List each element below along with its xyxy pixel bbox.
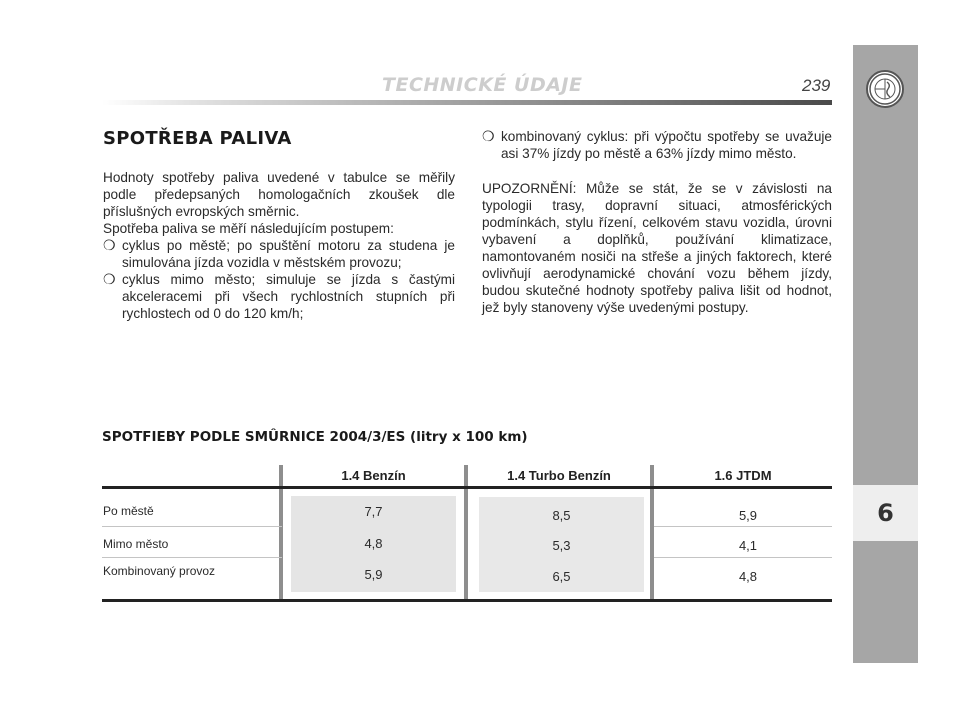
list-item — [103, 237, 455, 271]
table-cell: 5,3 — [552, 538, 571, 553]
column-header-1-4-benzin: 1.4 Benzín — [341, 468, 406, 483]
method-paragraph: Spotřeba paliva se měří následujícím postupem: — [103, 221, 394, 236]
column-header-1-4-turbo-benzin: 1.4 Turbo Benzín — [507, 468, 611, 483]
table-cell: 5,9 — [738, 508, 758, 523]
table-cell: 7,7 — [364, 504, 383, 519]
right-column — [482, 128, 832, 316]
list-item-text: kombinovaný cyklus: při výpočtu spotřeby se uvažuje asi 37% jízdy po městě a 63% jízdy mimo město. — [501, 129, 832, 161]
row-label-extra-urban: Mimo město — [103, 537, 169, 551]
row-separator — [102, 526, 282, 527]
circle-bullet-icon: ❍ — [103, 237, 116, 253]
header-rule — [102, 100, 832, 105]
list-item-text: cyklus mimo město; simuluje se jízda s častými akceleracemi při všech rychlostních stupních při rychlostech od 0 do 120 km/h; — [122, 272, 455, 321]
circle-bullet-icon: ❍ — [103, 271, 116, 287]
cycle-list — [103, 237, 455, 322]
row-separator — [654, 557, 832, 558]
table-cell: 4,1 — [738, 538, 758, 553]
warning-paragraph: UPOZORNĚNÍ: Může se stát, že se v závislosti na typologii trasy, dopravní situaci, atmosférických podmínkách, stylu řízení, celkovém stavu vozidla, úrovni vybavení a doplňků, používání klimatizace, namontovaném nosiči na střeše a jiných faktorech, které ovlivňují aerodynamické chování vozu během jízdy, budou skutečné hodnoty spotřeby paliva lišit od hodnot, jež byly stanoveny výše uvedenými postupy. — [482, 181, 832, 315]
chapter-side-tab — [853, 45, 918, 663]
list-item-text: cyklus po městě; po spuštění motoru za studena je simulována jízda vozidla v městském provozu; — [122, 238, 455, 270]
table-bottom-rule — [102, 599, 832, 602]
row-label-combined: Kombinovaný provoz — [103, 564, 216, 578]
list-item — [103, 271, 455, 322]
table-top-rule — [102, 486, 832, 489]
table-cell: 6,5 — [552, 569, 571, 584]
page-header-title: TECHNICKÉ ÚDAJE — [382, 74, 583, 96]
circle-bullet-icon: ❍ — [482, 128, 495, 144]
intro-paragraph: Hodnoty spotřeby paliva uvedené v tabulce se měřily podle předepsaných homologačních zkoušek dle příslušných evropských směrnic. — [103, 170, 455, 219]
row-label-city: Po městě — [103, 504, 154, 518]
chapter-number: 6 — [853, 485, 918, 541]
alfa-romeo-badge-icon — [866, 70, 904, 108]
row-separator — [102, 557, 282, 558]
page-number: 239 — [802, 76, 831, 95]
column-header-1-6-jtdm: 1.6 JTDM — [714, 468, 772, 483]
section-title: SPOTŘEBA PALIVA — [103, 128, 292, 149]
table-cell: 4,8 — [738, 569, 758, 584]
list-item — [482, 128, 832, 162]
cycle-list-continued — [482, 128, 832, 162]
table-cell: 5,9 — [364, 567, 383, 582]
table-title: SPOTFIEBY PODLE SMÛRNICE 2004/3/ES (litry x 100 km) — [102, 429, 528, 445]
row-separator — [654, 526, 832, 527]
table-cell: 4,8 — [364, 536, 383, 551]
left-column — [103, 128, 455, 322]
table-cell: 8,5 — [552, 508, 571, 523]
